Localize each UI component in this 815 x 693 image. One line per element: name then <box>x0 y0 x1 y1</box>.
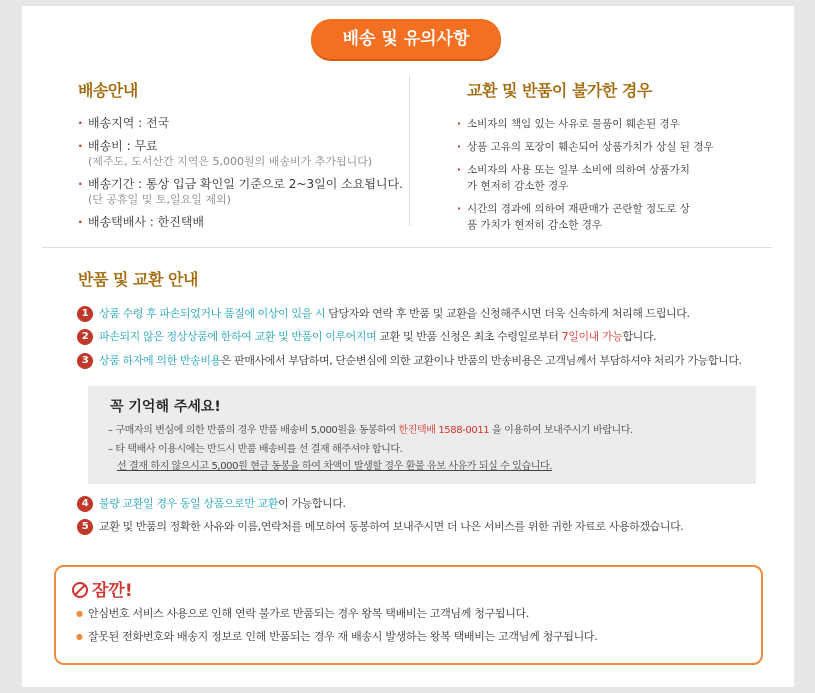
shipping-fee: 배송비 : 무료 <box>88 139 158 153</box>
list-item <box>78 215 403 230</box>
caution-title: 잠깐! <box>92 581 133 601</box>
body-text: 담당자와 연락 후 반품 및 교환을 신청해주시면 더욱 신속하게 처리해 드립니다. <box>325 307 690 320</box>
shipping-carrier: 배송택배사 : 한진택배 <box>88 215 205 229</box>
list-item: ● 잘못된 전화번호와 배송지 정보로 인해 반품되는 경우 재 배송시 발생하는 왕복 택배비는 고객님께 청구됩니다. <box>76 630 597 644</box>
shipping-heading: 배송안내 <box>78 81 138 100</box>
return-item-1 <box>77 306 690 322</box>
deadline-text: 7일이내 가능 <box>561 330 623 343</box>
body-text: 교환 및 반품의 정확한 사유와 이름,연락처를 메모하여 동봉하여 보내주시면 더 나은 서비스를 위한 귀한 자료로 사용하겠습니다. <box>99 520 684 533</box>
body-text: 합니다. <box>622 330 657 343</box>
no-exchange-list <box>457 116 717 240</box>
list-item: · 시간의 경과에 의하여 재판매가 곤란할 정도로 상품 가치가 현저히 감소한 경우 <box>457 201 697 233</box>
caution-title-row <box>72 576 133 601</box>
highlight-text: 불량 교환일 경우 동일 상품으로만 교환 <box>99 497 279 510</box>
body-text: 이 가능합니다. <box>278 497 346 510</box>
number-badge: 5 <box>77 519 93 535</box>
remember-text: – 구매자의 변심에 의한 반품의 경우 반품 배송비 5,000원을 동봉하여 <box>108 425 399 436</box>
list-item: ● 안심번호 서비스 사용으로 인해 연락 불가로 반품되는 경우 왕복 택배비는 고객님께 청구됩니다. <box>76 607 597 621</box>
return-item-4 <box>77 496 346 512</box>
shipping-period: 배송기간 : 통상 입금 확인일 기준으로 2~3일이 소요됩니다. <box>88 177 403 191</box>
list-item: · 소비자의 책임 있는 사유로 물품이 훼손된 경우 <box>457 116 717 132</box>
list-item <box>78 177 403 207</box>
carrier-phone: 한진택배 1588-0011 <box>398 425 490 436</box>
vertical-divider <box>409 76 410 226</box>
list-item: · 상품 고유의 포장이 훼손되어 상품가치가 상실 된 경우 <box>457 139 717 155</box>
list-item <box>78 116 403 131</box>
return-item-5 <box>77 519 683 535</box>
returns-heading: 반품 및 교환 안내 <box>78 270 198 289</box>
number-badge: 4 <box>77 496 93 512</box>
caution-list <box>76 607 597 653</box>
remember-line-2: – 타 택배사 이용시에는 반드시 반품 배송비를 선 결재 해주셔야 합니다. <box>108 444 403 455</box>
prohibited-icon <box>72 582 88 598</box>
no-exchange-heading: 교환 및 반품이 불가한 경우 <box>467 81 652 100</box>
remember-title: 꼭 기억해 주세요! <box>110 399 221 415</box>
list-item: · 소비자의 사용 또는 일부 소비에 의하여 상품가치가 현저히 감소한 경우 <box>457 162 697 194</box>
shipping-region: 배송지역 : 전국 <box>88 116 170 130</box>
remember-text: 을 이용하여 보내주시기 바랍니다. <box>489 425 633 436</box>
number-badge: 3 <box>77 353 93 369</box>
horizontal-divider <box>42 247 772 248</box>
body-text: 은 판매사에서 부담하며, 단순변심에 의한 교환이나 반품의 반송비용은 고객님께서 부담하셔야 처리가 가능합니다. <box>220 354 742 367</box>
shipping-fee-note: (제주도, 도서산간 지역은 5,000원의 배송비가 추가됩니다) <box>88 155 373 168</box>
remember-line-3: 선 결재 하지 않으시고 5,000원 현금 동봉을 하여 차액이 발생할 경우 환불 유보 사유가 되실 수 있습니다. <box>117 461 553 472</box>
page-title: 배송 및 유의사항 <box>311 19 501 59</box>
number-badge: 2 <box>77 329 93 345</box>
highlight-text: 파손되지 않은 정상상품에 한하여 교환 및 반품이 이루어지며 <box>99 330 377 343</box>
return-item-3 <box>77 353 742 369</box>
number-badge: 1 <box>77 306 93 322</box>
highlight-text: 상품 하자에 의한 반송비용 <box>99 354 221 367</box>
body-text: 교환 및 반품 신청은 최초 수령일로부터 <box>376 330 562 343</box>
shipping-period-note: (단 공휴일 및 토,일요일 제외) <box>88 193 231 206</box>
return-item-2 <box>77 329 656 345</box>
remember-line-1 <box>108 421 633 436</box>
shipping-list <box>78 116 403 238</box>
list-item <box>78 139 403 169</box>
highlight-text: 상품 수령 후 파손되었거나 품질에 이상이 있을 시 <box>99 307 326 320</box>
